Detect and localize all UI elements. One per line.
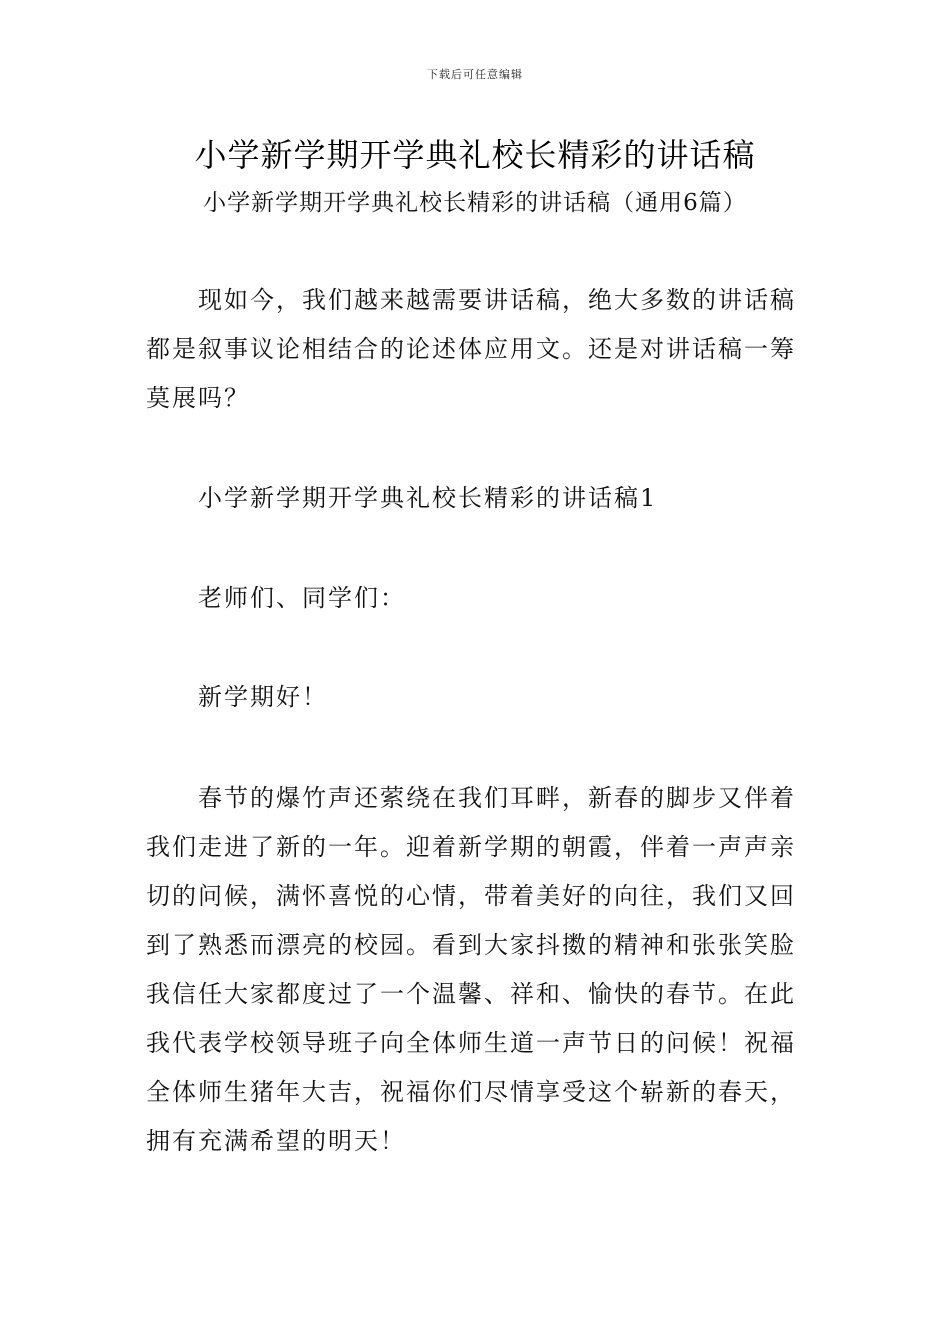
intro-paragraph: 现如今，我们越来越需要讲话稿，绝大多数的讲话稿都是叙事议论相结合的论述体应用文。还是对讲话稿一筹莫展吗？ [146, 286, 796, 412]
section-heading: 小学新学期开学典礼校长精彩的讲话稿1 [198, 484, 658, 512]
document-title: 小学新学期开学典礼校长精彩的讲话稿 [194, 136, 756, 174]
header-note: 下载后可任意编辑 [427, 68, 523, 81]
spring-festival-paragraph: 春节的爆竹声还萦绕在我们耳畔，新春的脚步又伴着我们走进了新的一年。迎着新学期的朝霞，伴着一声声亲切的问候，满怀喜悦的心情，带着美好的向往，我们又回到了熟悉而漂亮的校园。看到大家抖擞的精神和张张笑脸我信任大家都度过了一个温馨、祥和、愉快的春节。在此我代表学校领导班子向全体师生道一声节日的问候！祝福全体师生猪年大吉，祝福你们尽情享受这个崭新的春天，拥有充满希望的明天！ [146, 784, 796, 1155]
document-subtitle: 小学新学期开学典礼校长精彩的讲话稿（通用6篇） [203, 190, 747, 216]
new-term-paragraph: 新学期好！ [198, 683, 328, 711]
greeting-paragraph: 老师们、同学们： [198, 584, 406, 612]
